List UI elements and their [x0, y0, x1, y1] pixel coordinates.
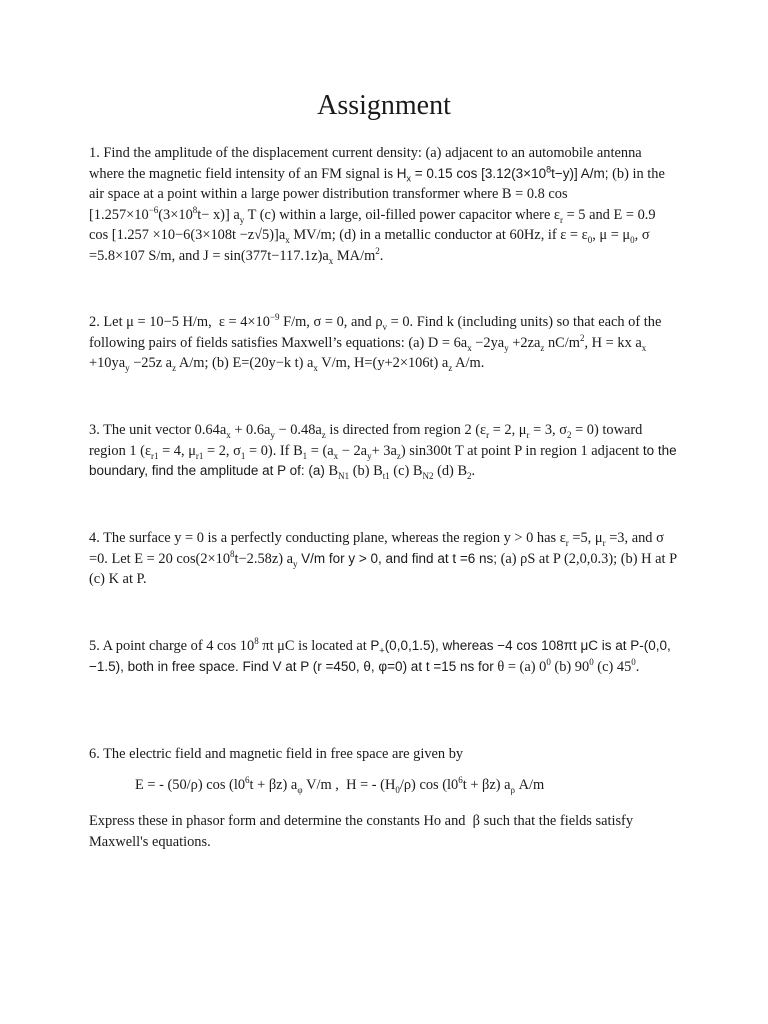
problem-2: 2. Let μ = 10−5 H/m, $\varepsilon = 4\times 10^{-9}$ F/m, σ = 0, and $\rho_v = 0$. Find k (including units) so that each of the following pairs of fields satisfies Maxwell’s equations: (a) $D = 6a_x -2ya_y +2za_z$ $nC/m^2$, H = kx $a_x +10ya_y -25z$ $a_z$ A/m; (b) E=(20y−k t) $a_x$ V/m, H=(y+2×106t) $a_z$ A/m.	[89, 312, 662, 373]
problem-6-intro: 6. The electric field and magnetic field in free space are given by	[89, 746, 464, 762]
problem-5: 5. A point charge of 4 $\cos 10^8$ πt μC is located at $P_+(0,0,1.5)$, whereas −4 cos 108πt μC is at P-(0,0, −1.5), both in free space. Find V at P (r =450, θ, φ=0) at t =15 ns for θ = (a) $0^0$ (b) $90^0$ (c) $45^0$.	[89, 636, 671, 675]
problem-3: 3. The unit vector $0.64a_x + 0.6a_y - 0.48a_z$ is directed from region 2 ($\varepsilon_r = 2$, $\mu_r = 3$, $\sigma_2 = 0$) toward region 1 ($\varepsilon_{r1} = 4$, $\mu_{r1} = 2$, $\sigma_1 = 0$). If $B_1 = (a_x - 2a_y+ 3a_z)$ sin300t T at point P in region 1 adjacent to the boundary, find the amplitude at P of: (a) $B_{N1}$ (b) $B_{t1}$ (c) $B_{N2}$ (d) $B_2$.	[89, 422, 677, 481]
problem-1: 1. Find the amplitude of the displacement current density: (a) adjacent to an automobile antenna where the magnetic field intensity of an FM signal is $H_x = 0.15$ $\cos [3.12(3\times 10^8t-y)]$ A/m; (b) in the air space at a point within a large power distribution transformer where B = 0.8 $\cos [1.257\times 10^{-6}(3\times 10^8t- x)]$ $a_y$ T (c) within a large, oil-filled power capacitor where $\varepsilon_r = 5$ and E = 0.9 $\cos [1.257 \times 10-6(3\times 108t -z√5)]a_x$ MV/m; (d) in a metallic conductor at 60Hz, if $\varepsilon = \varepsilon_0$, $\mu = \mu_0$, σ =5.8×107 S/m, and $J = \sin(377t-117.1z)a_x$ $MA/m^2$.	[89, 145, 665, 266]
problem-6-conclusion: Express these in phasor form and determine the constants Ho and β such that the fields satisfy Maxwell's equations.	[89, 813, 634, 850]
problem-6-formula: E = - (50/ρ) $\cos (l0^6t + \beta z)$ $a_\varphi$ V/m , H = - $(H_0/\rho)$ $\cos (l0^6t + \beta z)$ $a_\rho$ A/m	[135, 775, 545, 795]
page-title: Assignment	[317, 90, 451, 121]
problem-4: 4. The surface y = 0 is a perfectly conducting plane, whereas the region y > 0 has $\varepsilon_r =5$, $\mu_r =3$, and σ =0. Let E = 20 $\cos(2\times 10^8t-2.58z)$ $a_y$ V/m for y > 0, and find at t =6 ns; (a) ρS at P (2,0,0.3); (b) H at P (c) K at P.	[89, 530, 677, 587]
